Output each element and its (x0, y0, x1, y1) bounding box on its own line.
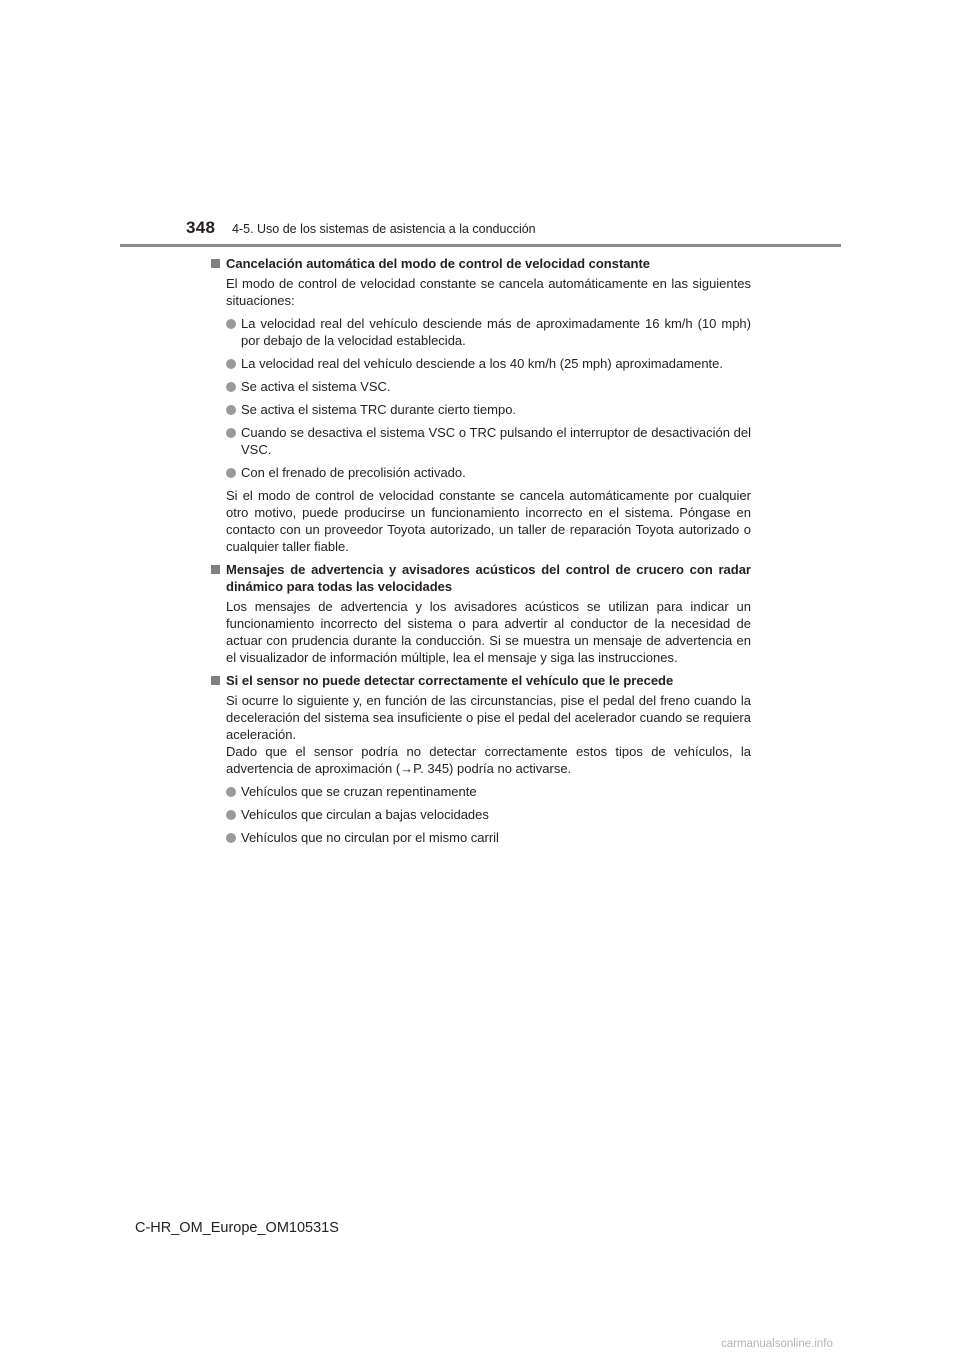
section-heading-text: Mensajes de advertencia y avisadores acústicos del control de crucero con radar dinámico para todas las velocidades (226, 562, 751, 594)
list-item-text: La velocidad real del vehículo desciende más de aproximadamente 16 km/h (10 mph) por debajo de la velocidad establecida. (241, 316, 751, 348)
section-heading (211, 255, 751, 272)
paragraph: El modo de control de velocidad constante se cancela automáticamente en las siguientes situaciones: (226, 276, 751, 308)
list-item (211, 464, 751, 481)
list-item-text: Con el frenado de precolisión activado. (241, 465, 466, 480)
circle-bullet-icon (226, 833, 236, 843)
watermark-text: carmanualsonline.info (721, 1338, 833, 1350)
list-item (211, 829, 751, 846)
list-item-text: Vehículos que circulan a bajas velocidades (241, 807, 489, 822)
section-heading (211, 561, 751, 595)
section-heading-text: Cancelación automática del modo de control de velocidad constante (226, 256, 651, 271)
paragraph: Si el modo de control de velocidad constante se cancela automáticamente por cualquier otro motivo, puede producirse un funcionamiento incorrecto en el sistema. Póngase en contacto con un proveedor Toyota autorizado, un taller de reparación Toyota autorizado o cualquier taller fiable. (226, 488, 751, 554)
circle-bullet-icon (226, 382, 236, 392)
list-item (211, 378, 751, 395)
list-item (211, 355, 751, 372)
page-content (211, 255, 751, 852)
circle-bullet-icon (226, 359, 236, 369)
circle-bullet-icon (226, 468, 236, 478)
list-item (211, 315, 751, 349)
paragraph: Si ocurre lo siguiente y, en función de las circunstancias, pise el pedal del freno cuando la deceleración del sistema sea insuficiente o pise el pedal del acelerador cuando se requiera aceleración. (226, 693, 751, 742)
list-item-text: Vehículos que no circulan por el mismo carril (241, 830, 499, 845)
circle-bullet-icon (226, 319, 236, 329)
paragraph: Dado que el sensor podría no detectar correctamente estos tipos de vehículos, la advertencia de aproximación (→P. 345) podría no activarse. (226, 744, 751, 776)
section-heading (211, 672, 751, 689)
list-item (211, 783, 751, 800)
circle-bullet-icon (226, 428, 236, 438)
page-number: 348 (186, 218, 216, 237)
list-item (211, 424, 751, 458)
circle-bullet-icon (226, 810, 236, 820)
section-header: 4-5. Uso de los sistemas de asistencia a la conducción (232, 222, 536, 236)
square-bullet-icon (211, 676, 220, 685)
section-heading-text: Si el sensor no puede detectar correctamente el vehículo que le precede (226, 673, 674, 688)
list-item-text: Se activa el sistema TRC durante cierto tiempo. (241, 402, 517, 417)
document-id-footer: C-HR_OM_Europe_OM10531S (135, 1220, 339, 1236)
square-bullet-icon (211, 259, 220, 268)
list-item-text: Cuando se desactiva el sistema VSC o TRC pulsando el interruptor de desactivación del VSC. (241, 425, 751, 457)
list-item-text: Vehículos que se cruzan repentinamente (241, 784, 477, 799)
list-item-text: Se activa el sistema VSC. (241, 379, 391, 394)
square-bullet-icon (211, 565, 220, 574)
header-divider (120, 244, 841, 247)
list-item (211, 401, 751, 418)
list-item-text: La velocidad real del vehículo desciende a los 40 km/h (25 mph) aproximadamente. (241, 356, 723, 371)
list-item (211, 806, 751, 823)
paragraph: Los mensajes de advertencia y los avisadores acústicos se utilizan para indicar un funcionamiento incorrecto del sistema o para advertir al conductor de la necesidad de actuar con prudencia durante la conducción. Si se muestra un mensaje de advertencia en el visualizador de información múltiple, lea el mensaje y siga las instrucciones. (226, 599, 751, 665)
circle-bullet-icon (226, 405, 236, 415)
circle-bullet-icon (226, 787, 236, 797)
